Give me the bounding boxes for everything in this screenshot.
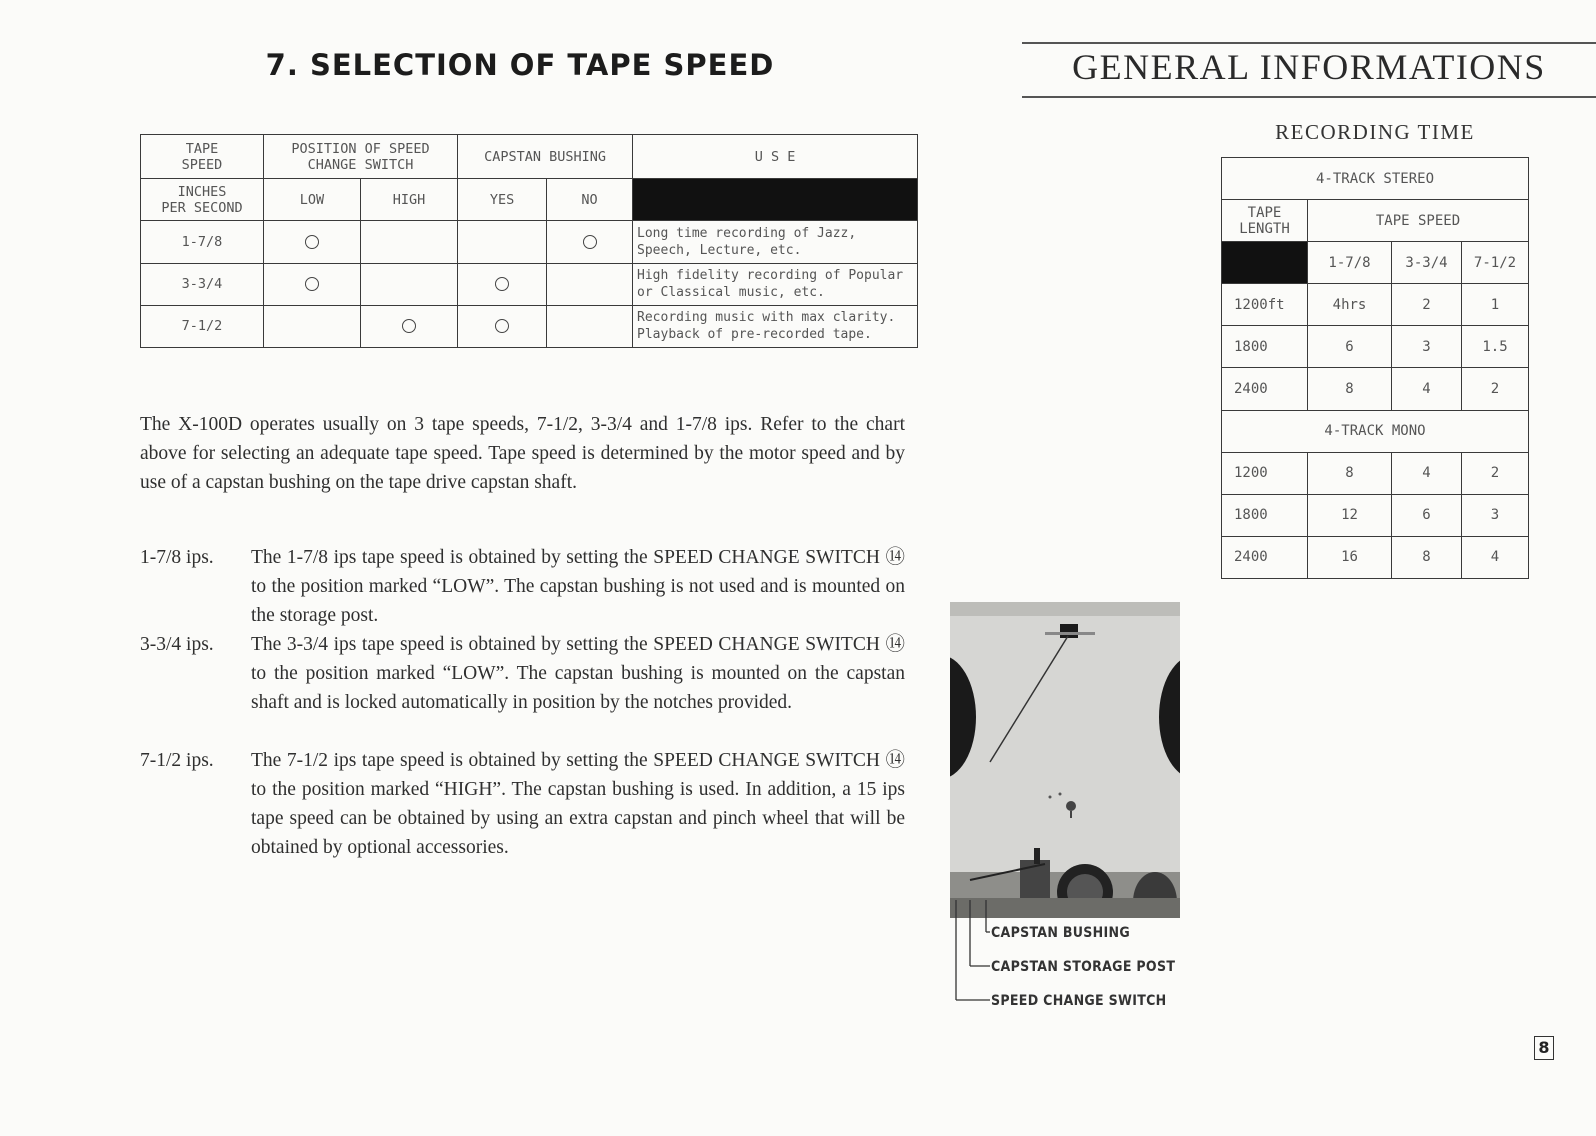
- subheader-low: LOW: [264, 179, 361, 221]
- header-rule-top: [1022, 42, 1596, 44]
- circle-mark-icon: [402, 319, 416, 333]
- speed-header-cell: 1-7/8: [1308, 242, 1392, 284]
- length-cell: 1200ft: [1222, 284, 1308, 326]
- tape-speed-header: TAPE SPEED: [1308, 200, 1529, 242]
- tape-length-header: TAPE LENGTH: [1222, 200, 1308, 242]
- time-cell: 2: [1462, 452, 1529, 494]
- table-row: [141, 221, 918, 263]
- time-cell: 2: [1392, 284, 1462, 326]
- speed-item-label: 3-3/4 ips.: [140, 634, 214, 655]
- use-cell: Recording music with max clarity. Playback of pre-recorded tape.: [633, 305, 918, 347]
- speed-cell: 3-3/4: [141, 263, 264, 305]
- time-cell: 16: [1308, 536, 1392, 578]
- time-cell: 8: [1308, 368, 1392, 410]
- speed-item-text: The 1-7/8 ips tape speed is obtained by setting the SPEED CHANGE SWITCH ⑭ to the position marked “LOW”. The capstan bushing is not used and is mounted on the storage post.: [251, 547, 905, 626]
- empty-cell: [361, 263, 458, 305]
- tape-deck-illustration: [950, 602, 1180, 918]
- table-row: [141, 263, 918, 305]
- table-row: [1222, 494, 1529, 536]
- empty-cell: [547, 263, 633, 305]
- header-capstan-bushing: CAPSTAN BUSHING: [458, 135, 633, 179]
- speed-cell: 7-1/2: [141, 305, 264, 347]
- label-leader-lines: [950, 900, 990, 1020]
- empty-cell: [547, 305, 633, 347]
- time-cell: 8: [1308, 452, 1392, 494]
- length-cell: 1200: [1222, 452, 1308, 494]
- tape-speed-table: [140, 134, 918, 348]
- speed-header-cell: 3-3/4: [1392, 242, 1462, 284]
- header-tape-speed: TAPE SPEED: [141, 135, 264, 179]
- empty-cell: [458, 221, 547, 263]
- tape-deck-photo: [950, 602, 1180, 918]
- circle-mark-icon: [495, 319, 509, 333]
- time-cell: 2: [1462, 368, 1529, 410]
- use-cell: High fidelity recording of Popular or Classical music, etc.: [633, 263, 918, 305]
- recording-time-title: RECORDING TIME: [1275, 120, 1475, 144]
- table-row: [1222, 326, 1529, 368]
- header-use: U S E: [633, 135, 918, 179]
- mark-cell: [361, 305, 458, 347]
- mark-cell: [458, 305, 547, 347]
- time-cell: 6: [1308, 326, 1392, 368]
- circle-mark-icon: [583, 235, 597, 249]
- right-page-title: GENERAL INFORMATIONS: [1072, 47, 1546, 87]
- time-cell: 4: [1392, 368, 1462, 410]
- time-cell: 8: [1392, 536, 1462, 578]
- label-capstan-storage-post: CAPSTAN STORAGE POST: [991, 959, 1176, 975]
- time-cell: 1: [1462, 284, 1529, 326]
- subheader-yes: YES: [458, 179, 547, 221]
- time-cell: 12: [1308, 494, 1392, 536]
- speed-header-cell: 7-1/2: [1462, 242, 1529, 284]
- label-capstan-bushing: CAPSTAN BUSHING: [991, 925, 1130, 941]
- time-cell: 4: [1462, 536, 1529, 578]
- label-speed-change-switch: SPEED CHANGE SWITCH: [991, 993, 1167, 1009]
- speed-item-label: 7-1/2 ips.: [140, 750, 214, 771]
- mark-cell: [264, 221, 361, 263]
- time-cell: 3: [1462, 494, 1529, 536]
- circle-mark-icon: [305, 235, 319, 249]
- time-cell: 1.5: [1462, 326, 1529, 368]
- subheader-inches-per-second: INCHES PER SECOND: [141, 179, 264, 221]
- use-cell: Long time recording of Jazz, Speech, Lecture, etc.: [633, 221, 918, 263]
- header-rule-bottom: [1022, 96, 1596, 98]
- table-row: [1222, 284, 1529, 326]
- black-cell: [1222, 242, 1308, 284]
- time-cell: 4: [1392, 452, 1462, 494]
- speed-item-text: The 3-3/4 ips tape speed is obtained by setting the SPEED CHANGE SWITCH ⑭ to the position marked “LOW”. The capstan bushing is mounted on the capstan shaft and is locked automatically in position by the notches provided.: [251, 634, 905, 713]
- mono-header: 4-TRACK MONO: [1222, 410, 1529, 452]
- circle-mark-icon: [495, 277, 509, 291]
- mark-cell: [458, 263, 547, 305]
- black-cell: [633, 179, 918, 221]
- empty-cell: [361, 221, 458, 263]
- table-row: [1222, 536, 1529, 578]
- speed-cell: 1-7/8: [141, 221, 264, 263]
- page-number: 8: [1534, 1036, 1554, 1060]
- length-cell: 2400: [1222, 368, 1308, 410]
- subheader-no: NO: [547, 179, 633, 221]
- length-cell: 1800: [1222, 326, 1308, 368]
- section-title: 7. SELECTION OF TAPE SPEED: [265, 48, 775, 82]
- length-cell: 1800: [1222, 494, 1308, 536]
- intro-paragraph: The X-100D operates usually on 3 tape speeds, 7-1/2, 3-3/4 and 1-7/8 ips. Refer to the chart above for selecting an adequate tape speed. Tape speed is determined by the motor speed and by use of a capstan bushing on the tape drive capstan shaft.: [140, 414, 905, 493]
- mark-cell: [547, 221, 633, 263]
- recording-time-table: [1221, 157, 1529, 579]
- header-switch-position: POSITION OF SPEED CHANGE SWITCH: [264, 135, 458, 179]
- speed-item-label: 1-7/8 ips.: [140, 547, 214, 568]
- table-row: [1222, 452, 1529, 494]
- time-cell: 3: [1392, 326, 1462, 368]
- time-cell: 6: [1392, 494, 1462, 536]
- table-row: [1222, 368, 1529, 410]
- mark-cell: [264, 263, 361, 305]
- empty-cell: [264, 305, 361, 347]
- table-row: [141, 305, 918, 347]
- circle-mark-icon: [305, 277, 319, 291]
- stereo-header: 4-TRACK STEREO: [1222, 158, 1529, 200]
- speed-item-text: The 7-1/2 ips tape speed is obtained by setting the SPEED CHANGE SWITCH ⑭ to the position marked “HIGH”. The capstan bushing is used. In addition, a 15 ips tape speed can be obtained by using an extra capstan and pinch wheel that will be obtained by optional accessories.: [251, 750, 905, 858]
- time-cell: 4hrs: [1308, 284, 1392, 326]
- subheader-high: HIGH: [361, 179, 458, 221]
- length-cell: 2400: [1222, 536, 1308, 578]
